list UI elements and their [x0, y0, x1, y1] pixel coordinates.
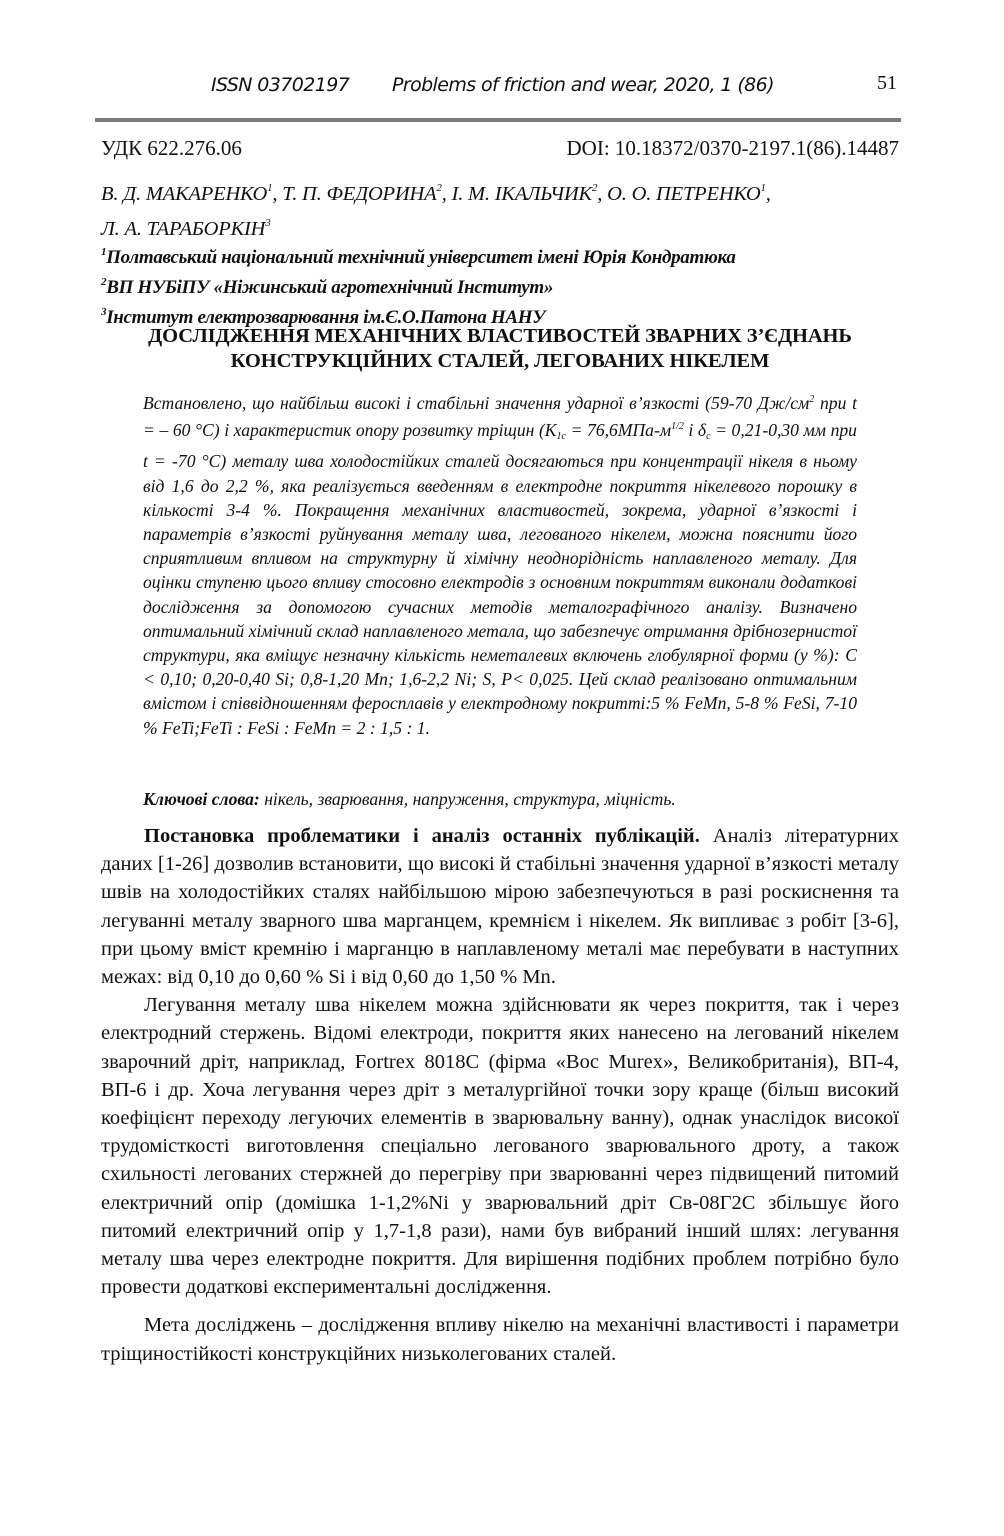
affiliation-marker: 1	[267, 182, 273, 194]
affiliation-text: ВП НУБіПУ «Ніжинський агротехнічний Інститут»	[106, 277, 554, 298]
subscript: 1c	[556, 431, 566, 443]
affiliation-marker: 3	[265, 217, 271, 229]
affiliation-marker: 1	[760, 182, 766, 194]
paragraph-text: Аналіз літературних даних [1-26] дозволив встановити, що високі й стабільні значення ударної в’язкості металу швів на холодостійких сталях найбільшою мірою забезпечуються в разі роскиснення та легуванні металу зварного шва марганцем, кремнієм і нікелем. Як випливає з робіт [3-6], при цьому вміст кремнію і марганцю в наплавленому металі має перебувати в наступних межах: від 0,10 до 0,60 % Si і від 0,60 до 1,50 % Mn.	[101, 825, 899, 989]
keywords-text: нікель, зварювання, напруження, структура, міцність.	[259, 789, 676, 809]
abstract-text	[143, 388, 857, 740]
author-name: Л. А. ТАРАБОРКІН	[101, 218, 266, 240]
title-line-2: КОНСТРУКЦІЙНИХ СТАЛЕЙ, ЛЕГОВАНИХ НІКЕЛЕМ	[230, 350, 770, 372]
author-list: В. Д. МАКАРЕНКО$^1$, Т. П. ФЕДОРИНА$^2$, І. М. ІКАЛЬЧИК$^2$, О. О. ПЕТРЕНКО$^1$, Л. А. ТАРАБОРКІН$^3$	[101, 182, 771, 240]
affiliation-number: 2	[101, 276, 107, 288]
udk-code: УДК 622.276.06	[101, 136, 242, 160]
title-line-1: ДОСЛІДЖЕННЯ МЕХАНІЧНИХ ВЛАСТИВОСТЕЙ ЗВАРНИХ З’ЄДНАНЬ	[148, 325, 852, 347]
affiliation-number: 1	[101, 246, 107, 258]
article-body	[101, 822, 899, 1368]
affiliation-number: 3	[101, 306, 107, 318]
affiliation-item	[101, 240, 901, 270]
superscript: 2	[809, 394, 815, 405]
author-name: В. Д. МАКАРЕНКО	[101, 183, 268, 205]
author-name: О. О. ПЕТРЕНКО	[607, 183, 761, 205]
keywords	[143, 787, 857, 811]
section-heading: Постановка проблематики і аналіз останніх публікацій.	[144, 825, 700, 847]
issn-label: ISSN 03702197	[211, 74, 350, 96]
abstract-fragment: при t = – 60 °С) і характеристик опору розвитку тріщин (K	[143, 393, 857, 441]
body-paragraph	[101, 822, 899, 991]
abstract-fragment: = 0,21-0,30 мм при t = -70 °С) металу шва холодостійких сталей досягаються при концентрації нікеля в ньому від 1,6 до 2,2 %, яка реалізується введенням в електродне покриття нікелевого порошку в кількості 3-4 %. Покращення механічних властивостей, зокрема, ударної в’язкості і параметрів в’язкості руйнування металу шва, легованого нікелем, можна пояснити його сприятливим впливом на структурну й хімічну неоднорідність наплавленого металу. Для оцінки ступеню цього впливу стосовно електродів з основним покриттям виконали додаткові дослідження за допомогою сучасних методів металографічного аналізу. Визначено оптимальний хімічний склад наплавленого метала, що забезпечує отримання дрібнозернистої структури, яка вміщує незначну кількість неметалевих включень глобулярної форми (у %): С < 0,10; 0,20-0,40 Si; 0,8-1,20 Mn; 1,6-2,2 Ni; S, P< 0,025. Цей склад реалізовано оптимальним вмістом і співвідношенням феросплавів у електродному покритті:5 % FeMn, 5-8 % FeSi, 7-10 % FeTi;FeTi : FeSi : FeMn = 2 : 1,5 : 1.	[143, 420, 857, 738]
running-head	[0, 74, 1004, 104]
page-number: 51	[877, 72, 897, 94]
article-title	[95, 324, 905, 374]
doi-link[interactable]: DOI: 10.18372/0370-2197.1(86).14487	[566, 136, 899, 160]
affiliation-marker: 2	[591, 182, 598, 194]
author-name: І. М. ІКАЛЬЧИК	[451, 183, 592, 205]
abstract	[143, 388, 857, 740]
affiliation-marker: 2	[436, 182, 442, 194]
journal-citation: Problems of friction and wear, 2020, 1 (86)	[392, 74, 774, 96]
header-rule	[95, 118, 901, 122]
body-paragraph: Легування металу шва нікелем можна здійснювати як через покриття, так і через електродний стержень. Відомі електроди, покриття яких нанесено на легований нікелем зварочний дріт, наприклад, Fortrex 8018C (фірма «Boc Murex», Великобританія), ВП-4, ВП-6 і др. Хоча легування через дріт з металургійної точки зору краще (більш високий коефіцієнт переходу легуючих елементів в зварювальну ванну), однак унаслідок високої трудомісткості виготовлення спеціально легованого зварювального дроту, а також схильності легованих стержней до перегріву при зварюванні через підвищений питомий електричний опір (домішка 1-1,2%Ni у зварювальний дріт Св-08Г2С збільшує його питомий електричний опір у 1,7-1,8 рази), нами був вибраний інший шлях: легування металу шва через електродне покриття. Для вирішення подібних проблем потрібно було провести додаткові експериментальні дослідження.	[101, 994, 899, 1299]
affiliation-text: Інститут електрозварювання ім.Є.О.Патона НАНУ	[106, 307, 546, 328]
abstract-fragment: і δ	[683, 420, 707, 441]
author-name: Т. П. ФЕДОРИНА	[282, 183, 437, 205]
affiliation-list	[101, 240, 901, 330]
abstract-fragment: Встановлено, що найбільш високі і стабільні значення ударної в’язкості (59-70 Дж/см	[143, 393, 810, 413]
superscript: 1/2	[671, 421, 684, 433]
affiliation-text: Полтавський національний технічний університет імені Юрія Кондратюка	[106, 247, 736, 268]
subscript: c	[706, 431, 711, 443]
keywords-label: Ключові слова:	[143, 789, 260, 809]
affiliation-item	[101, 270, 901, 300]
abstract-fragment: = 76,6МПа-м	[566, 420, 672, 441]
body-paragraph: Мета досліджень – дослідження впливу нікелю на механічні властивості і параметри тріщиностійкості конструкційних низьколегованих сталей.	[101, 1314, 899, 1365]
